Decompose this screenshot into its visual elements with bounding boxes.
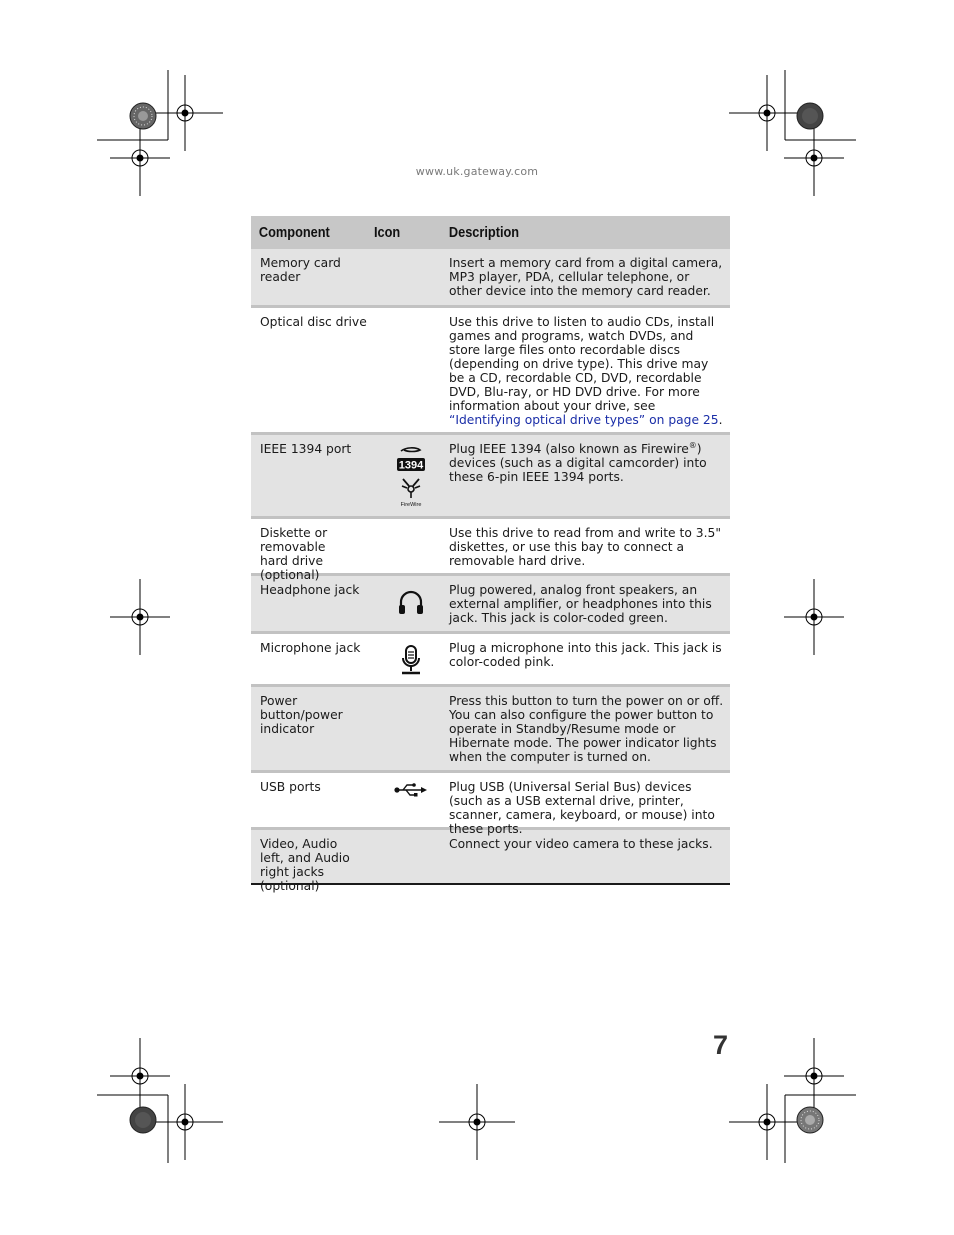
icon-cell <box>374 256 448 305</box>
component-description: Connect your video camera to these jacks. <box>449 837 713 851</box>
headphone-icon <box>397 589 425 617</box>
component-description: Plug powered, analog front speakers, an external amplifier, or headphones into this jack. This jack is color-coded green. <box>449 583 712 625</box>
page-number: 7 <box>713 1030 729 1060</box>
icon-cell <box>374 315 448 432</box>
icon-cell <box>374 526 448 573</box>
component-name: Diskette or removable hard drive (optional) <box>260 526 328 582</box>
component-description <box>448 442 730 516</box>
icon-cell <box>374 780 448 827</box>
registered-mark: ® <box>688 440 697 450</box>
firewire-label: FireWire <box>400 502 422 508</box>
header-url: www.uk.gateway.com <box>415 165 539 178</box>
component-description: Insert a memory card from a digital camera, MP3 player, PDA, cellular telephone, or other device into the memory card reader. <box>449 256 723 298</box>
firewire-icon <box>396 476 426 508</box>
component-name: Headphone jack <box>260 583 360 597</box>
component-description: Plug USB (Universal Serial Bus) devices (such as a USB external drive, printer, scanner, camera, keyboard, or mouse) into these ports. <box>449 780 715 836</box>
component-name: Optical disc drive <box>260 315 367 329</box>
component-name: IEEE 1394 port <box>260 442 352 456</box>
icon-cell <box>374 837 448 883</box>
optical-drive-types-link[interactable]: “Identifying optical drive types” on page 25 <box>449 413 719 427</box>
ieee-1394-label: 1394 <box>398 459 424 472</box>
table-row-diskette <box>251 516 730 582</box>
header-component: Component <box>258 224 330 241</box>
component-name: Power button/power indicator <box>260 694 343 736</box>
icon-cell <box>374 641 448 684</box>
icon-cell <box>374 694 448 770</box>
table-row-headphone <box>251 573 730 631</box>
icon-cell <box>374 583 448 631</box>
table-row-usb <box>251 770 730 836</box>
header-description: Description <box>448 224 520 241</box>
component-description: Press this button to turn the power on or off. You can also configure the power button to operate in Standby/Resume mode or Hibernate mode. The power indicator lights when the computer is turned on. <box>449 694 724 764</box>
description-text-end: . <box>718 413 723 427</box>
microphone-icon <box>399 644 423 676</box>
table-header-row <box>251 216 730 249</box>
description-text-end: ) devices (such as a digital camcorder) into these 6-pin IEEE 1394 ports. <box>449 442 707 484</box>
header-icon: Icon <box>374 224 401 241</box>
component-name: Microphone jack <box>260 641 361 655</box>
table-row-power <box>251 684 730 770</box>
component-description: Use this drive to read from and write to 3.5" diskettes, or use this bay to connect a removable hard drive. <box>449 526 721 568</box>
table-row-optical-drive <box>251 305 730 432</box>
component-description <box>448 315 730 432</box>
description-text: Plug IEEE 1394 (also known as Firewire <box>449 442 689 456</box>
component-name: Video, Audio left, and Audio right jacks (optional) <box>260 837 350 893</box>
usb-icon <box>394 782 428 798</box>
ieee-1394-icon <box>396 446 426 474</box>
components-table <box>251 216 730 893</box>
icon-cell <box>374 442 448 516</box>
component-name: USB ports <box>260 780 321 794</box>
component-name: Memory card reader <box>260 256 341 284</box>
table-row-ieee1394 <box>251 432 730 516</box>
table-row-memory-card <box>251 249 730 305</box>
table-row-microphone <box>251 631 730 684</box>
description-text: Use this drive to listen to audio CDs, install games and programs, watch DVDs, and store large files onto recordable discs (depending on drive type). This drive may be a CD, recordable CD, DVD, recordable DVD, Blu-ray, or HD DVD drive. For more information about your drive, see <box>449 315 715 413</box>
component-description: Plug a microphone into this jack. This jack is color-coded pink. <box>449 641 722 669</box>
